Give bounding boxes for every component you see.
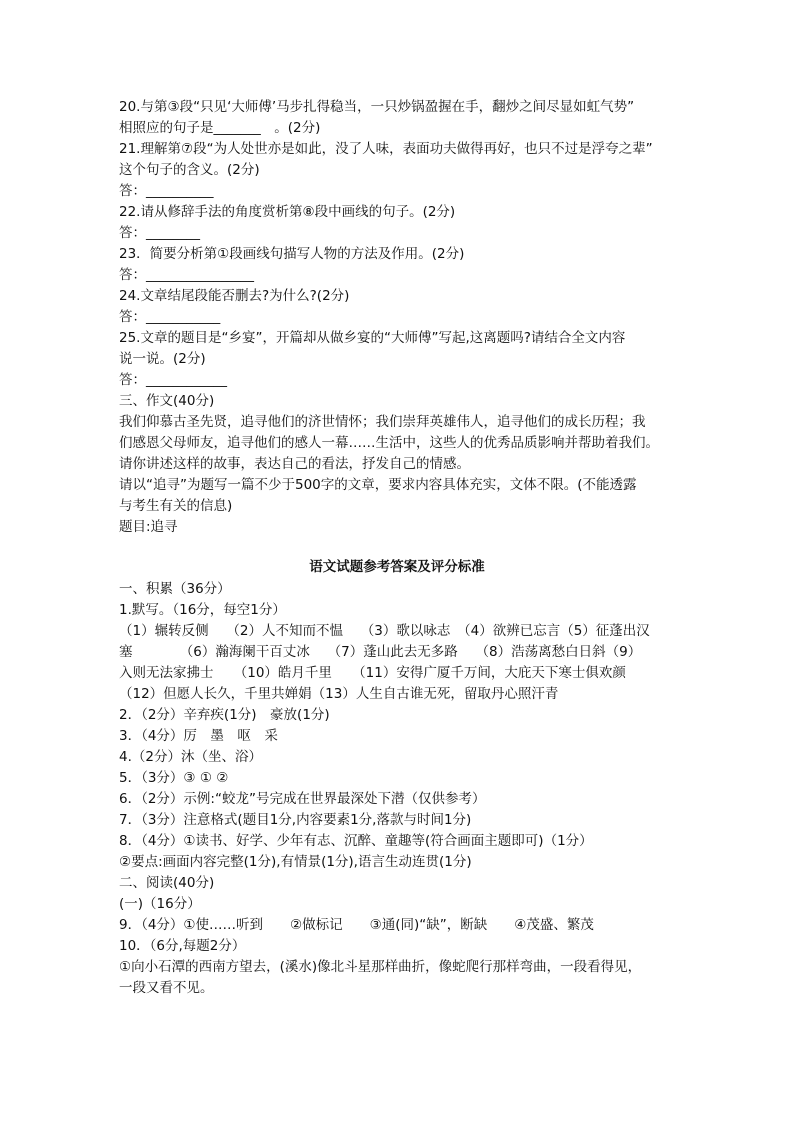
answer-line: 二、阅读(40分) [119,875,215,891]
answer-line: 10．（6分,每题2分） [119,938,246,954]
answer-line: 7．（3分）注意格式(题目1分,内容要素1分,落款与时间1分) [119,812,472,828]
answer-key-title: 语文试题参考答案及评分标准 [309,559,485,575]
question-20-line-1: 20.与第③段“只见‘大师傅’马步扎得稳当，一只炒锅盈握在手，翻炒之间尽显如虹气势” [119,99,635,115]
answer-blank-21: 答：__________ [119,183,214,199]
answer-blank-25: 答：____________ [119,372,227,388]
composition-prompt-line-3: 请你讲述这样的故事，表达自己的看法，抒发自己的情感。 [119,456,470,472]
answer-line: 6．（2分）示例:“蛟龙”号完成在世界最深处下潜（仅供参考） [119,791,486,807]
section-composition-heading: 三、作文(40分) [119,393,215,409]
question-20-line-2: 相照应的句子是_______ 。(2分) [119,120,321,136]
question-21-line-1: 21.理解第⑦段“为人处世亦是如此，没了人味，表面功夫做得再好，也只不过是浮夸之辈” [119,141,653,157]
answer-line: 一段又看不见。 [119,980,214,996]
answer-line: 8．（4分）①读书、好学、少年有志、沉醉、童趣等(符合画面主题即可)（1分） [119,833,593,849]
answer-blank-23: 答：________________ [119,267,254,283]
composition-prompt-line-1: 我们仰慕古圣先贤，追寻他们的济世情怀；我们崇拜英雄伟人，追寻他们的成长历程；我 [119,414,646,430]
answer-line: 一、积累（36分） [119,581,231,597]
answer-line: 3．（4分）厉 墨 呕 采 [119,728,278,744]
answer-line: ①向小石潭的西南方望去，(溪水)像北斗星那样曲折，像蛇爬行那样弯曲，一段看得见， [119,959,642,975]
question-25-line-2: 说一说。(2分) [119,351,206,367]
question-24: 24.文章结尾段能否删去?为什么?(2分) [119,288,350,304]
answer-line: 5．（3分）③ ① ② [119,770,229,786]
question-25-line-1: 25.文章的题目是“乡宴”，开篇却从做乡宴的“大师傅”写起,这离题吗?请结合全文内容 [119,330,626,346]
answer-line: 4.（2分）沐（坐、浴） [119,749,262,765]
answer-line: （12）但愿人长久，千里共婵娟（13）人生自古谁无死，留取丹心照汗青 [119,686,559,702]
composition-prompt-line-5: 与考生有关的信息) [119,498,233,514]
answer-line: 塞 （6）瀚海阑干百丈冰 （7）蓬山此去无多路 （8）浩荡离愁白日斜（9） [119,644,642,660]
answer-line: 入则无法家拂士 （10）皓月千里 （11）安得广厦千万间，大庇天下寒士俱欢颜 [119,665,626,681]
composition-title: 题目:追寻 [119,519,178,535]
answer-line: （1）辗转反侧 （2）人不知而不愠 （3）歌以咏志 （4）欲辨已忘言（5）征蓬出汉 [119,623,650,639]
answer-line: ②要点:画面内容完整(1分),有情景(1分),语言生动连贯(1分) [119,854,472,870]
answer-line: 1.默写。（16分，每空1分） [119,602,286,618]
question-23: 23．简要分析第①段画线句描写人物的方法及作用。(2分) [119,246,465,262]
answer-line: 2．（2分）辛弃疾(1分) 豪放(1分) [119,707,330,723]
answer-line: 9．（4分）①使……听到 ②做标记 ③通(同)“缺”，断缺 ④茂盛、繁茂 [119,917,594,933]
answer-blank-24: 答：___________ [119,309,221,325]
answer-line: (一)（16分） [119,896,201,912]
composition-prompt-line-2: 们感恩父母师友，追寻他们的感人一幕……生活中，这些人的优秀品质影响并帮助着我们。 [119,435,659,451]
question-21-line-2: 这个句子的含义。(2分) [119,162,260,178]
composition-prompt-line-4: 请以“追寻”为题写一篇不少于500字的文章，要求内容具体充实，文体不限。(不能透露 [119,477,637,493]
question-22: 22.请从修辞手法的角度赏析第⑧段中画线的句子。(2分) [119,204,456,220]
answer-blank-22: 答：________ [119,225,200,241]
